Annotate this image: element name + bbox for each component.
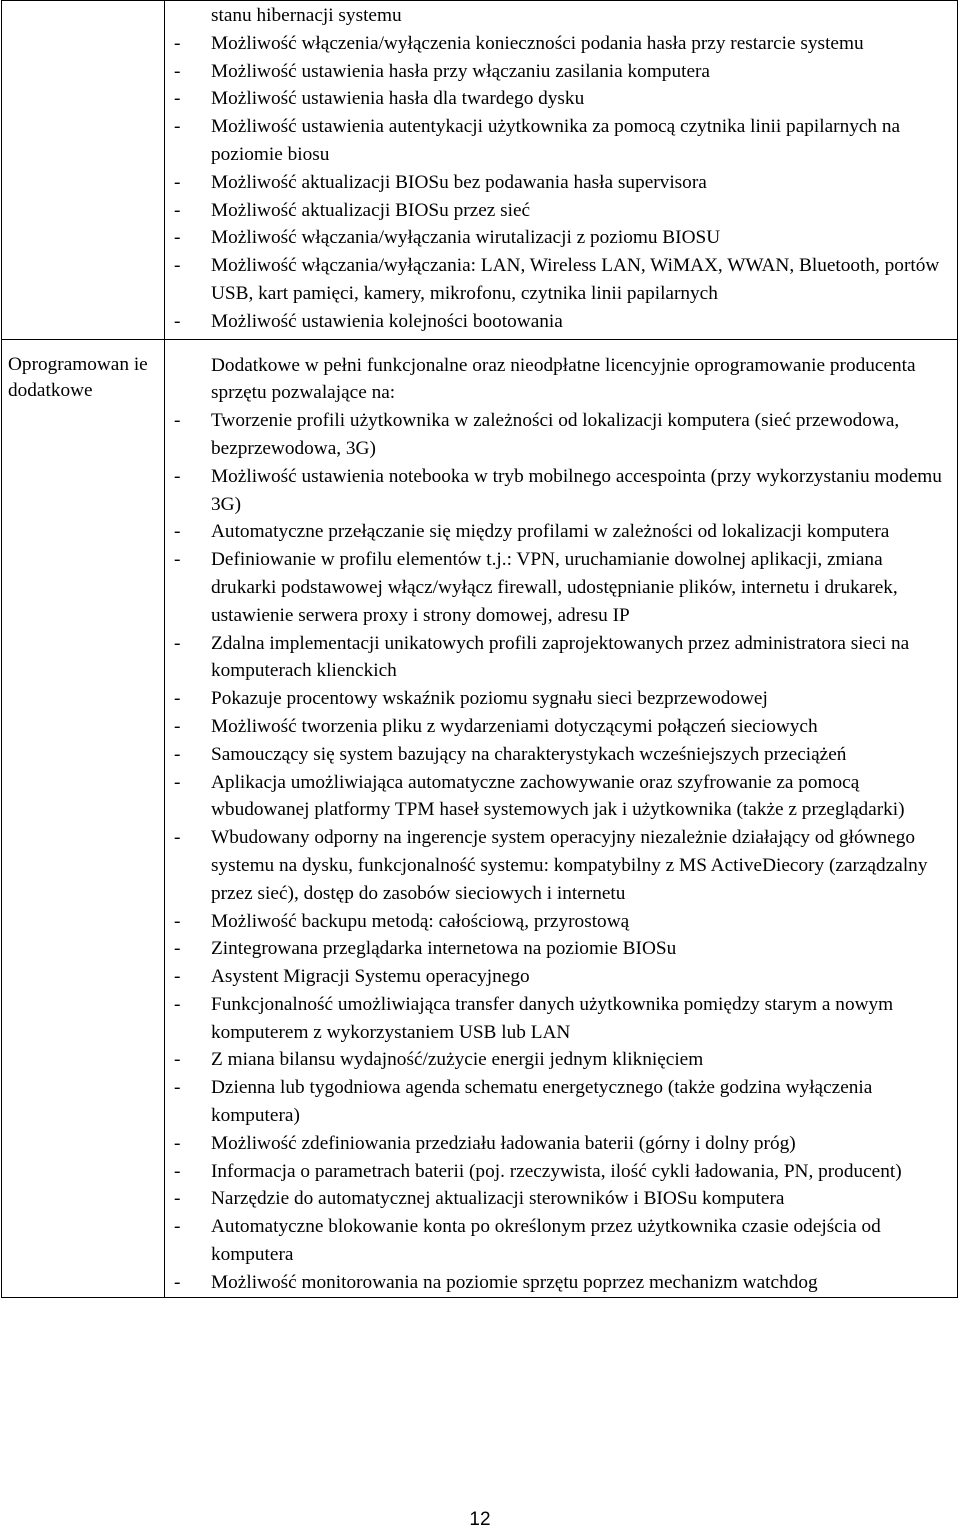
bullet-dash: - [174, 910, 181, 932]
list-item [165, 1269, 957, 1297]
list-item [165, 824, 957, 907]
row-content-cell [165, 1, 958, 340]
list-item [165, 85, 957, 113]
list-item [165, 224, 957, 252]
bullet-dash: - [174, 88, 181, 110]
bullet-dash: - [174, 1216, 181, 1238]
list-item-text: Możliwość włączenia/wyłączenia konieczności podania hasła przy restarcie systemu [211, 32, 864, 54]
list-item [165, 991, 957, 1047]
list-item-text: Możliwość włączania/wyłączania wirutalizacji z poziomu BIOSU [211, 227, 721, 249]
list-item-text: Definiowanie w profilu elementów t.j.: VPN, uruchamianie dowolnej aplikacji, zmiana drukarki podstawowej włącz/wyłącz firewall, udostępnianie plików, internetu i drukarek, ustawienie serwera proxy i strony domowej, adresu IP [211, 549, 898, 626]
list-item-text: Tworzenie profili użytkownika w zależności od lokalizacji komputera (sieć przewodowa, bezprzewodowa, 3G) [211, 410, 900, 459]
list-item-text: Asystent Migracji Systemu operacyjnego [211, 966, 530, 988]
bullet-dash: - [174, 993, 181, 1015]
list-item [165, 741, 957, 769]
bullet-dash: - [174, 1077, 181, 1099]
bullet-dash: - [174, 255, 181, 277]
list-item-text: Funkcjonalność umożliwiająca transfer danych użytkownika pomiędzy starym a nowym komputerem z wykorzystaniem USB lub LAN [211, 993, 894, 1043]
list-item-text: Informacja o parametrach baterii (poj. rzeczywista, ilość cykli ładowania, PN, producent) [211, 1160, 902, 1182]
bullet-dash: - [174, 1160, 181, 1182]
list-item-text: Samouczący się system bazujący na charakterystykach wcześniejszych przeciążeń [211, 743, 847, 765]
list-item-text: Aplikacja umożliwiająca automatyczne zachowywanie oraz szyfrowanie za pomocą wbudowanej platformy TPM haseł systemowych jak i użytkownika (także z przeglądarki) [211, 771, 905, 821]
list-item [165, 685, 957, 713]
list-item-text: Z miana bilansu wydajność/zużycie energii jednym kliknięciem [211, 1049, 704, 1071]
list-item-text: Narzędzie do automatycznej aktualizacji sterowników i BIOSu komputera [211, 1188, 785, 1210]
list-item-text: Wbudowany odporny na ingerencje system operacyjny niezależnie działający od głównego systemu na dysku, funkcjonalność systemu: kompatybilny z MS ActiveDiecory (zarządzalny przez sieć), dostęp do zasobów sieciowych i internetu [211, 827, 928, 904]
list-item [165, 963, 957, 991]
list-item-text: Możliwość backupu metodą: całościową, przyrostową [211, 910, 630, 932]
list-item [165, 308, 957, 336]
list-item [165, 1130, 957, 1158]
list-item-text: Możliwość tworzenia pliku z wydarzeniami dotyczącymi połączeń sieciowych [211, 715, 818, 737]
list-item [165, 769, 957, 825]
list-item-text: Dzienna lub tygodniowa agenda schematu energetycznego (także godzina wyłączenia komputera) [211, 1077, 873, 1127]
bullet-dash: - [174, 715, 181, 737]
list-item [165, 463, 957, 519]
bullet-dash: - [174, 32, 181, 54]
specification-table [1, 0, 958, 1298]
list-item-text: Automatyczne przełączanie się między profilami w zależności od lokalizacji komputera [211, 521, 890, 543]
list-item-text: Automatyczne blokowanie konta po określonym przez użytkownika czasie odejścia od komputera [211, 1216, 881, 1266]
bullet-dash: - [174, 1271, 181, 1293]
list-item-text: Możliwość włączania/wyłączania: LAN, Wireless LAN, WiMAX, WWAN, Bluetooth, portów USB, kart pamięci, kamery, mikrofonu, czytnika linii papilarnych [211, 255, 940, 304]
list-item [165, 546, 957, 629]
bios-feature-list [165, 30, 957, 336]
list-item [165, 113, 957, 169]
list-item-text: Możliwość ustawienia autentykacji użytkownika za pomocą czytnika linii papilarnych na poziomie biosu [211, 116, 901, 165]
bullet-dash: - [174, 60, 181, 82]
list-item [165, 630, 957, 686]
table-row [2, 1, 958, 340]
bullet-dash: - [174, 938, 181, 960]
bullet-dash: - [174, 227, 181, 249]
bullet-dash: - [174, 171, 181, 193]
list-item-text: Możliwość ustawienia hasła przy włączaniu zasilania komputera [211, 60, 710, 82]
software-feature-list [165, 407, 957, 1297]
bullet-dash: - [174, 1132, 181, 1154]
list-item-text: Zdalna implementacji unikatowych profili zaprojektowanych przez administratora sieci na komputerach klienckich [211, 632, 910, 682]
list-item [165, 58, 957, 86]
bullet-dash: - [174, 827, 181, 849]
bullet-dash: - [174, 743, 181, 765]
list-item [165, 908, 957, 936]
list-item [165, 30, 957, 58]
list-item [165, 1213, 957, 1269]
list-item [165, 935, 957, 963]
row-label-cell [2, 1, 165, 340]
list-item [165, 252, 957, 308]
list-item [165, 518, 957, 546]
bullet-dash: - [174, 632, 181, 654]
software-section [165, 340, 957, 1297]
list-item [165, 1185, 957, 1213]
list-item-text: Możliwość zdefiniowania przedziału ładowania baterii (górny i dolny próg) [211, 1132, 796, 1154]
bullet-dash: - [174, 549, 181, 571]
bullet-dash: - [174, 966, 181, 988]
bullet-dash: - [174, 116, 181, 138]
list-item-text: Możliwość aktualizacji BIOSu bez podawania hasła supervisora [211, 171, 707, 193]
bullet-dash: - [174, 1188, 181, 1210]
bullet-dash: - [174, 688, 181, 710]
list-item-text: Możliwość monitorowania na poziomie sprzętu poprzez mechanizm watchdog [211, 1271, 818, 1293]
bullet-dash: - [174, 1049, 181, 1071]
bullet-dash: - [174, 521, 181, 543]
continuation-text: stanu hibernacji systemu [211, 5, 402, 26]
bullet-dash: - [174, 465, 181, 487]
bios-features-section [165, 1, 957, 339]
list-item [165, 197, 957, 225]
list-item [165, 407, 957, 463]
bullet-dash: - [174, 771, 181, 793]
list-item [165, 713, 957, 741]
list-item-text: Możliwość aktualizacji BIOSu przez sieć [211, 199, 531, 221]
list-item-text: Pokazuje procentowy wskaźnik poziomu sygnału sieci bezprzewodowej [211, 688, 768, 710]
list-item [165, 1046, 957, 1074]
bullet-dash: - [174, 410, 181, 432]
bullet-dash: - [174, 310, 181, 332]
section-intro: Dodatkowe w pełni funkcjonalne oraz nieodpłatne licencyjnie oprogramowanie producenta sprzętu pozwalające na: [211, 354, 916, 404]
list-item [165, 1074, 957, 1130]
list-item-text: Możliwość ustawienia hasła dla twardego dysku [211, 88, 585, 110]
table-row [2, 339, 958, 1297]
row-label-cell [2, 339, 165, 1297]
list-item-text: Zintegrowana przeglądarka internetowa na poziomie BIOSu [211, 938, 677, 960]
row-label: Oprogramowan ie dodatkowe [8, 353, 148, 402]
row-content-cell [165, 339, 958, 1297]
row-label [2, 1, 164, 13]
list-item [165, 169, 957, 197]
list-item [165, 1158, 957, 1186]
list-item-text: Możliwość ustawienia kolejności bootowania [211, 310, 563, 332]
page-number: 12 [469, 1509, 491, 1530]
bullet-dash: - [174, 199, 181, 221]
list-item-text: Możliwość ustawienia notebooka w tryb mobilnego accespointa (przy wykorzystaniu modemu 3G) [211, 465, 942, 515]
